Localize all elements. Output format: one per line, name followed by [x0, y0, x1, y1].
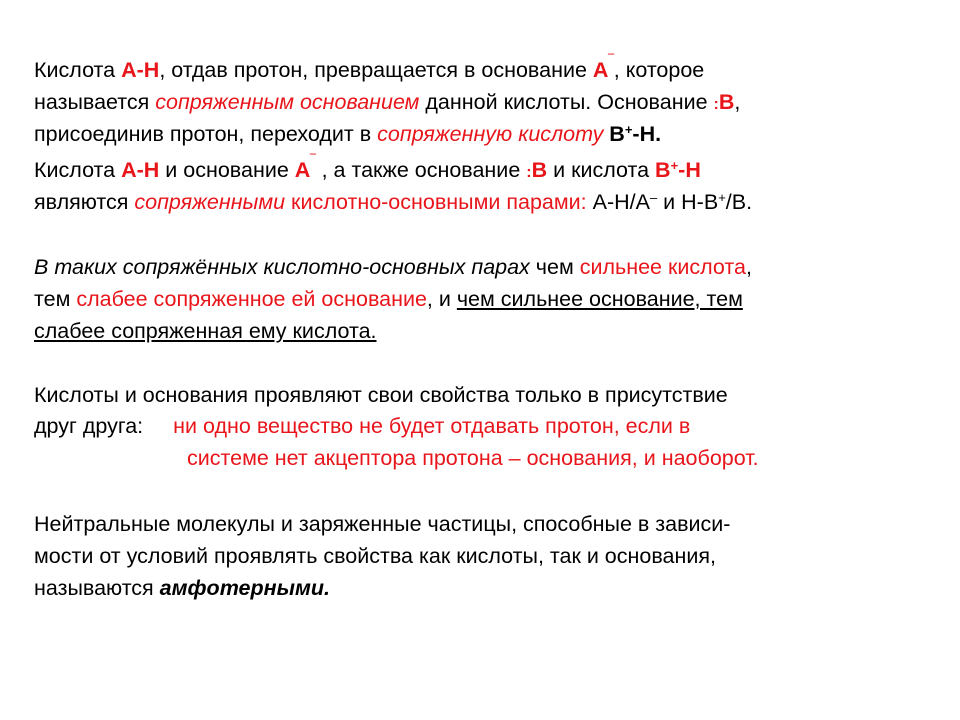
formula-b: В: [718, 90, 735, 114]
text: мости от условий проявлять свойства как кислоты, так и основания,: [34, 544, 716, 568]
text: присоединив протон, переходит в: [34, 122, 378, 146]
p1-line-1: [34, 55, 704, 85]
text: Кислота: [34, 158, 122, 182]
text: Кислота: [34, 58, 122, 82]
term-amphoteric: амфотерными.: [159, 576, 330, 600]
pair-a: А-Н/А: [586, 190, 650, 214]
text: называется: [34, 90, 156, 114]
p5-line-2: [34, 541, 716, 571]
p5-line-3: [34, 573, 330, 603]
text: называются: [34, 576, 160, 600]
term-conjugate: сопряженными: [134, 190, 286, 214]
anion-sign: ‾: [310, 153, 316, 170]
p1-line-2: [34, 87, 740, 120]
text: ,: [745, 255, 752, 279]
formula-bh: В: [603, 122, 625, 146]
lone-pair-mark: :: [526, 164, 532, 181]
p1-line-3: [34, 119, 661, 149]
formula-a-h: А-Н: [121, 58, 160, 82]
underlined-text: слабее сопряженная ему кислота.: [34, 319, 377, 343]
pair-b-tail: /В.: [725, 190, 753, 214]
p3-line-3: [34, 316, 377, 346]
p4-line-3: [187, 443, 759, 473]
text: чем: [529, 255, 580, 279]
formula-a: А: [592, 58, 609, 82]
text: Кислоты и основания проявляют свои свойства только в присутствие: [34, 383, 728, 407]
p4-line-1: [34, 380, 728, 410]
charge-plus: +: [624, 122, 633, 137]
formula-bh-tail: -Н.: [632, 122, 662, 146]
weaker-base: слабее сопряженное ей основание: [76, 287, 427, 311]
text: являются: [34, 190, 135, 214]
text: ,: [734, 90, 741, 114]
formula-a-h: А-Н: [121, 158, 160, 182]
underlined-text: чем сильнее основание, тем: [456, 287, 743, 311]
lone-pair-mark: :: [713, 96, 719, 113]
charge-minus: –: [649, 190, 658, 205]
text: , отдав протон, превращается в основание: [159, 58, 593, 82]
text: тем: [34, 287, 77, 311]
term-acid-base-pairs: кислотно-основными парами:: [285, 190, 587, 214]
formula-bh: В: [655, 158, 671, 182]
text: , которое: [613, 58, 705, 82]
text: и основание: [159, 158, 295, 182]
text: , и: [426, 287, 457, 311]
text: , а также основание: [315, 158, 527, 182]
p4-line-2: [34, 411, 690, 441]
p3-line-2: [34, 284, 743, 314]
formula-bh-tail: -Н: [678, 158, 701, 182]
p3-line-1: [34, 252, 752, 282]
formula-b: В: [531, 158, 548, 182]
text: друг друга:: [34, 414, 144, 438]
p5-line-1: [34, 509, 730, 539]
term-conjugate-base: сопряженным основанием: [155, 90, 420, 114]
emphasis-red: ни одно вещество не будет отдавать протон, если в: [173, 414, 691, 438]
text: и кислота: [547, 158, 656, 182]
p2-line-1: [34, 155, 701, 188]
emphasis-red: системе нет акцептора протона – основания, и наоборот.: [187, 446, 759, 470]
charge-plus: +: [718, 190, 726, 205]
text: Нейтральные молекулы и заряженные частицы, способные в зависи-: [34, 512, 731, 536]
text-italic: В таких сопряжённых кислотно-основных парах: [34, 255, 530, 279]
stronger-acid: сильнее кислота: [579, 255, 746, 279]
term-conjugate-acid: сопряженную кислоту: [377, 122, 604, 146]
pair-b: и Н-В: [657, 190, 719, 214]
charge-plus: +: [670, 158, 679, 173]
p2-line-2: [34, 187, 752, 217]
formula-a: А: [294, 158, 311, 182]
anion-sign: ‾: [608, 53, 614, 70]
text: данной кислоты. Основание: [419, 90, 714, 114]
